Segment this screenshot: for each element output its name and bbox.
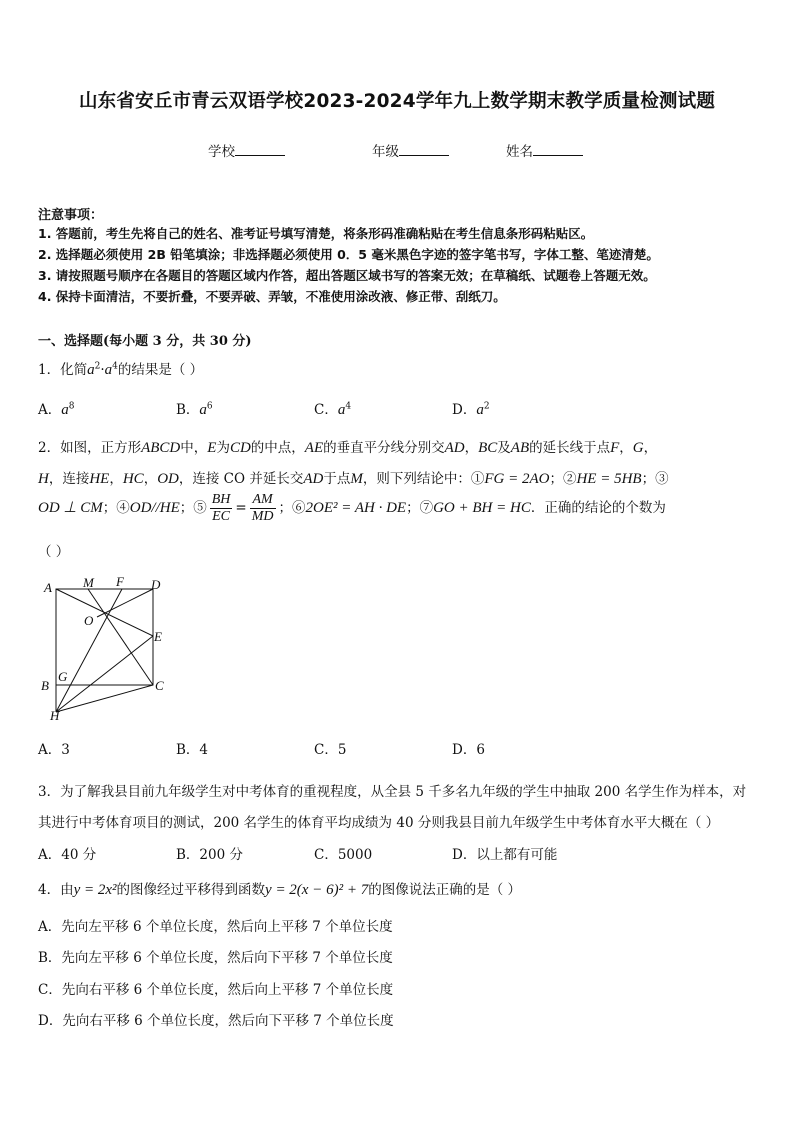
label-h: H bbox=[50, 708, 60, 723]
q2-text: = bbox=[235, 500, 247, 516]
question-3-line-1: 3．为了解我县目前九年级学生对中考体育的重视程度，从全县 5 千多名九年级的学生中抽取 200 名学生作为样本，对 bbox=[38, 784, 747, 800]
question-1 bbox=[38, 358, 203, 379]
q1-exp2: 4 bbox=[112, 361, 118, 372]
q2-math: CD bbox=[229, 440, 251, 456]
q3-option-b[interactable]: B．200 分 bbox=[176, 847, 243, 863]
q2-text: ， bbox=[643, 440, 658, 456]
q2-text: ；⑥ bbox=[278, 500, 306, 516]
q2-option-a[interactable]: A．3 bbox=[38, 742, 70, 758]
q3-option-d[interactable]: D．以上都有可能 bbox=[452, 847, 558, 863]
q1-base1: a bbox=[87, 362, 95, 378]
question-2-line-3 bbox=[38, 492, 666, 525]
q2-text: ， bbox=[619, 440, 633, 456]
question-2-line-2 bbox=[38, 467, 669, 488]
segment-mc bbox=[88, 589, 153, 685]
label-d: D bbox=[151, 577, 161, 592]
q2-text: ， bbox=[143, 471, 158, 487]
grade-blank[interactable] bbox=[399, 142, 449, 156]
q2-math: HC bbox=[122, 471, 144, 487]
page-title: 山东省安丘市青云双语学校2023-2024学年九上数学期末教学质量检测试题 bbox=[78, 91, 716, 112]
note-item: 1. 答题前，考生先将自己的姓名、准考证号填写清楚，将条形码准确粘贴在考生信息条形码粘贴区。 bbox=[38, 226, 594, 241]
name-label: 姓名 bbox=[506, 144, 533, 160]
q4-text: 的图像经过平移得到函数 bbox=[116, 882, 266, 898]
q2-text: ；⑤ bbox=[179, 500, 207, 516]
option-exp: 4 bbox=[345, 401, 352, 412]
q2-math: M bbox=[350, 471, 363, 487]
option-base: a bbox=[337, 402, 346, 418]
q2-math: F bbox=[610, 440, 620, 456]
option-exp: 2 bbox=[483, 401, 490, 412]
q2-math: AD bbox=[444, 440, 465, 456]
fraction-numerator: BH bbox=[211, 492, 231, 507]
q2-math: OD bbox=[157, 471, 179, 487]
q2-math: G bbox=[632, 440, 644, 456]
q2-math: E bbox=[207, 440, 217, 456]
q4-option-b[interactable]: B．先向左平移 6 个单位长度，然后向下平移 7 个单位长度 bbox=[38, 950, 393, 966]
q2-option-d[interactable]: D．6 bbox=[452, 742, 485, 758]
note-item: 3. 请按照题号顺序在各题目的答题区域内作答，超出答题区域书写的答案无效；在草稿纸、试题卷上答题无效。 bbox=[38, 268, 656, 283]
q2-option-c[interactable]: C．5 bbox=[314, 742, 347, 758]
q2-text: ，则下列结论中： bbox=[362, 471, 471, 487]
label-f: F bbox=[116, 574, 124, 589]
q2-text: ，连接 bbox=[48, 471, 90, 487]
q2-text: 的中点， bbox=[250, 440, 305, 456]
q4-option-c[interactable]: C．先向右平移 6 个单位长度，然后向上平移 7 个单位长度 bbox=[38, 982, 394, 998]
q2-text: ；③ bbox=[641, 471, 669, 487]
q2-math: AE bbox=[304, 440, 324, 456]
question-4 bbox=[38, 878, 521, 899]
q2-text: ．正确的结论的个数为 bbox=[530, 500, 666, 516]
q2-math: HE = 5HB bbox=[576, 471, 642, 487]
q3-option-a[interactable]: A．40 分 bbox=[38, 847, 97, 863]
name-blank[interactable] bbox=[533, 142, 583, 156]
label-g: G bbox=[58, 669, 68, 684]
q2-math: BC bbox=[478, 440, 498, 456]
q2-text: 于点 bbox=[323, 471, 351, 487]
option-label: A． bbox=[38, 402, 62, 418]
q2-text: ， bbox=[464, 440, 479, 456]
fraction-denominator: EC bbox=[212, 509, 231, 524]
q2-math: AD bbox=[303, 471, 324, 487]
section-heading: 一、选择题(每小题 3 分，共 30 分) bbox=[38, 334, 252, 349]
q2-text: 中， bbox=[180, 440, 208, 456]
q1-option-a[interactable] bbox=[38, 398, 74, 419]
fraction-am-md bbox=[250, 492, 276, 525]
label-o: O bbox=[84, 613, 94, 628]
q2-text: ① bbox=[470, 471, 485, 487]
option-base: a bbox=[476, 402, 484, 418]
option-label: C． bbox=[314, 402, 338, 418]
segment-hc bbox=[56, 685, 153, 712]
q2-text: 为 bbox=[216, 440, 230, 456]
q4-text: 的图像说法正确的是（ ） bbox=[368, 882, 521, 898]
school-blank[interactable] bbox=[235, 142, 285, 156]
q2-math: ABCD bbox=[141, 440, 181, 456]
q1-prefix: 1．化简 bbox=[38, 362, 88, 378]
q4-option-d[interactable]: D．先向右平移 6 个单位长度，然后向下平移 7 个单位长度 bbox=[38, 1013, 394, 1029]
q2-text: 及 bbox=[497, 440, 511, 456]
segment-he bbox=[56, 636, 153, 712]
grade-field[interactable] bbox=[372, 140, 449, 160]
label-a: A bbox=[44, 580, 52, 595]
q2-text: 的垂直平分线分别交 bbox=[323, 440, 445, 456]
q1-suffix: 的结果是（ ） bbox=[117, 362, 204, 378]
q2-math: OD//HE bbox=[129, 500, 180, 516]
notes-heading: 注意事项： bbox=[38, 208, 104, 223]
option-base: a bbox=[199, 402, 207, 418]
q3-option-c[interactable]: C．5000 bbox=[314, 847, 373, 863]
square-abcd bbox=[56, 589, 153, 685]
q1-option-c[interactable] bbox=[314, 398, 351, 419]
q4-math: y = 2x² bbox=[73, 882, 117, 898]
question-2-line-1 bbox=[38, 436, 657, 457]
q2-text: ；④ bbox=[102, 500, 130, 516]
q2-math: HE bbox=[89, 471, 110, 487]
label-b: B bbox=[41, 678, 49, 693]
school-label: 学校 bbox=[208, 144, 235, 160]
fraction-denominator: MD bbox=[251, 509, 274, 524]
q2-math: H bbox=[38, 471, 49, 487]
line-fgh bbox=[56, 589, 122, 712]
note-item: 2. 选择题必须使用 2B 铅笔填涂；非选择题必须使用 0．5 毫米黑色字迹的签字笔书写，字体工整、笔迹清楚。 bbox=[38, 247, 659, 262]
label-m: M bbox=[83, 575, 94, 590]
q2-math: AB bbox=[510, 440, 530, 456]
option-base: a bbox=[61, 402, 69, 418]
q2-text: 的延长线于点 bbox=[529, 440, 611, 456]
option-exp: 8 bbox=[68, 401, 75, 412]
option-exp: 6 bbox=[206, 401, 213, 412]
option-label: B． bbox=[176, 402, 200, 418]
q4-math: y = 2(x − 6)² + 7 bbox=[265, 882, 369, 898]
grade-label: 年级 bbox=[372, 144, 399, 160]
q1-base2: a bbox=[104, 362, 113, 378]
q4-text: 4．由 bbox=[38, 882, 74, 898]
q1-option-b[interactable] bbox=[176, 398, 213, 419]
question-3-line-2: 其进行中考体育项目的测试，200 名学生的体育平均成绩为 40 分则我县目前九年级学生中考体育水平大概在（ ） bbox=[38, 815, 720, 831]
q2-text: ，连接 CO 并延长交 bbox=[178, 471, 304, 487]
q2-math: 2OE² = AH · DE bbox=[305, 500, 407, 516]
q4-option-a[interactable]: A．先向左平移 6 个单位长度，然后向上平移 7 个单位长度 bbox=[38, 919, 393, 935]
q2-option-b[interactable]: B．4 bbox=[176, 742, 209, 758]
label-e: E bbox=[154, 629, 162, 644]
q1-exp1: 2 bbox=[94, 361, 101, 372]
q1-dot: · bbox=[100, 362, 105, 378]
question-2-line-4: （ ） bbox=[38, 544, 70, 560]
option-label: D． bbox=[452, 402, 477, 418]
fraction-numerator: AM bbox=[250, 492, 276, 509]
note-item: 4. 保持卡面清洁，不要折叠，不要弄破、弄皱，不准使用涂改液、修正带、刮纸刀。 bbox=[38, 289, 506, 304]
fraction-bh-ec bbox=[210, 492, 233, 525]
q2-text: ；② bbox=[549, 471, 577, 487]
q2-text: ；⑦ bbox=[406, 500, 434, 516]
q2-math: FG = 2AO bbox=[484, 471, 550, 487]
label-c: C bbox=[155, 678, 164, 693]
name-field[interactable] bbox=[506, 140, 583, 160]
school-field[interactable] bbox=[208, 140, 285, 160]
geometry-figure bbox=[30, 572, 180, 724]
q2-text: 2．如图，正方形 bbox=[38, 440, 142, 456]
q2-math: OD ⊥ CM bbox=[38, 500, 103, 516]
q1-option-d[interactable] bbox=[452, 398, 490, 419]
q2-math: GO + BH = HC bbox=[433, 500, 531, 516]
q2-text: ， bbox=[109, 471, 123, 487]
segment-od bbox=[97, 589, 153, 617]
